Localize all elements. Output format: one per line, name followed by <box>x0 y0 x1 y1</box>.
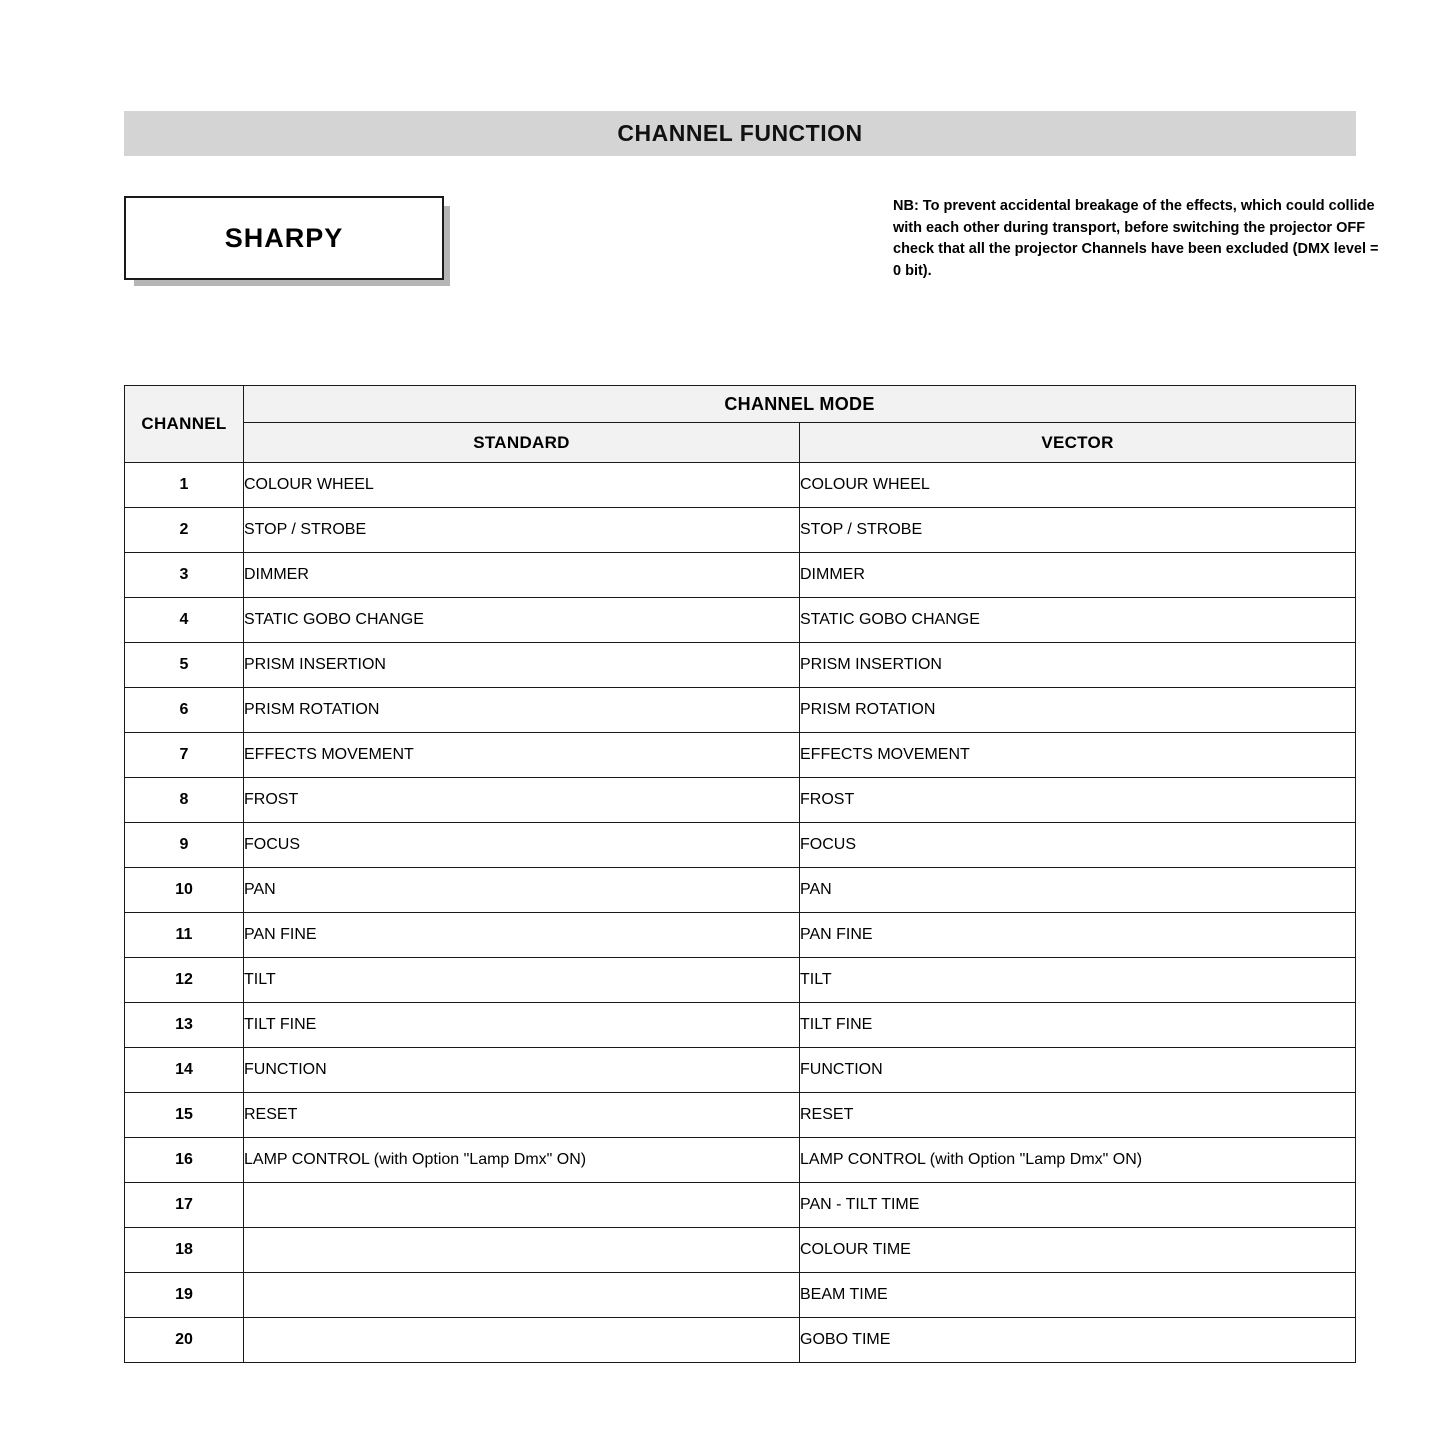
standard-mode-function: STOP / STROBE <box>244 508 800 553</box>
standard-mode-function: STATIC GOBO CHANGE <box>244 598 800 643</box>
vector-mode-function: PAN FINE <box>800 913 1356 958</box>
standard-mode-function <box>244 1228 800 1273</box>
table-header-row-2 <box>125 423 1356 463</box>
channel-number: 8 <box>125 778 244 823</box>
vector-mode-function: STATIC GOBO CHANGE <box>800 598 1356 643</box>
table-row <box>125 1183 1356 1228</box>
vector-mode-function: STOP / STROBE <box>800 508 1356 553</box>
table-row <box>125 1228 1356 1273</box>
channel-number: 11 <box>125 913 244 958</box>
standard-mode-function: PAN FINE <box>244 913 800 958</box>
vector-mode-function: LAMP CONTROL (with Option "Lamp Dmx" ON) <box>800 1138 1356 1183</box>
model-box <box>124 196 444 280</box>
channel-number: 9 <box>125 823 244 868</box>
channel-number: 3 <box>125 553 244 598</box>
vector-mode-function: TILT FINE <box>800 1003 1356 1048</box>
header-vector: VECTOR <box>800 423 1356 463</box>
channel-number: 13 <box>125 1003 244 1048</box>
vector-mode-function: EFFECTS MOVEMENT <box>800 733 1356 778</box>
standard-mode-function: TILT FINE <box>244 1003 800 1048</box>
channel-number: 6 <box>125 688 244 733</box>
header-channel: CHANNEL <box>125 386 244 463</box>
standard-mode-function <box>244 1273 800 1318</box>
standard-mode-function: FOCUS <box>244 823 800 868</box>
standard-mode-function: RESET <box>244 1093 800 1138</box>
channel-number: 14 <box>125 1048 244 1093</box>
vector-mode-function: GOBO TIME <box>800 1318 1356 1363</box>
standard-mode-function: PRISM ROTATION <box>244 688 800 733</box>
table-row <box>125 1003 1356 1048</box>
vector-mode-function: FROST <box>800 778 1356 823</box>
table-row <box>125 913 1356 958</box>
table-row <box>125 733 1356 778</box>
channel-number: 20 <box>125 1318 244 1363</box>
vector-mode-function: BEAM TIME <box>800 1273 1356 1318</box>
standard-mode-function: COLOUR WHEEL <box>244 463 800 508</box>
standard-mode-function: LAMP CONTROL (with Option "Lamp Dmx" ON) <box>244 1138 800 1183</box>
standard-mode-function: PRISM INSERTION <box>244 643 800 688</box>
channel-number: 16 <box>125 1138 244 1183</box>
table-row <box>125 1273 1356 1318</box>
note-text: NB: To prevent accidental breakage of the effects, which could collide with each other during transport, before switching the projector OFF check that all the projector Channels have been excluded (DMX level = 0 bit). <box>893 198 1379 279</box>
channel-number: 10 <box>125 868 244 913</box>
table-row <box>125 1318 1356 1363</box>
vector-mode-function: RESET <box>800 1093 1356 1138</box>
table-row <box>125 868 1356 913</box>
vector-mode-function: TILT <box>800 958 1356 1003</box>
table-row <box>125 553 1356 598</box>
table-row <box>125 643 1356 688</box>
channel-number: 18 <box>125 1228 244 1273</box>
vector-mode-function: COLOUR WHEEL <box>800 463 1356 508</box>
vector-mode-function: PAN - TILT TIME <box>800 1183 1356 1228</box>
vector-mode-function: FUNCTION <box>800 1048 1356 1093</box>
model-name: SHARPY <box>224 222 344 253</box>
standard-mode-function <box>244 1183 800 1228</box>
table-row <box>125 958 1356 1003</box>
table-row <box>125 823 1356 868</box>
standard-mode-function: EFFECTS MOVEMENT <box>244 733 800 778</box>
page-title: CHANNEL FUNCTION <box>617 120 863 146</box>
table-row <box>125 1093 1356 1138</box>
standard-mode-function: DIMMER <box>244 553 800 598</box>
standard-mode-function: FROST <box>244 778 800 823</box>
table-header-row-1 <box>125 386 1356 423</box>
channel-number: 2 <box>125 508 244 553</box>
table-row <box>125 1138 1356 1183</box>
table-row <box>125 778 1356 823</box>
page-header-banner <box>124 111 1356 156</box>
table-row <box>125 463 1356 508</box>
vector-mode-function: PAN <box>800 868 1356 913</box>
vector-mode-function: COLOUR TIME <box>800 1228 1356 1273</box>
vector-mode-function: PRISM INSERTION <box>800 643 1356 688</box>
channel-number: 17 <box>125 1183 244 1228</box>
standard-mode-function <box>244 1318 800 1363</box>
table-row <box>125 688 1356 733</box>
channel-number: 1 <box>125 463 244 508</box>
channel-number: 12 <box>125 958 244 1003</box>
header-standard: STANDARD <box>244 423 800 463</box>
channel-table-wrapper <box>124 385 1355 1363</box>
standard-mode-function: FUNCTION <box>244 1048 800 1093</box>
standard-mode-function: TILT <box>244 958 800 1003</box>
channel-number: 15 <box>125 1093 244 1138</box>
header-channel-mode: CHANNEL MODE <box>244 386 1356 423</box>
channel-number: 4 <box>125 598 244 643</box>
vector-mode-function: FOCUS <box>800 823 1356 868</box>
channel-number: 5 <box>125 643 244 688</box>
table-row <box>125 598 1356 643</box>
channel-number: 19 <box>125 1273 244 1318</box>
vector-mode-function: DIMMER <box>800 553 1356 598</box>
table-row <box>125 508 1356 553</box>
table-row <box>125 1048 1356 1093</box>
standard-mode-function: PAN <box>244 868 800 913</box>
channel-number: 7 <box>125 733 244 778</box>
vector-mode-function: PRISM ROTATION <box>800 688 1356 733</box>
channel-function-table <box>124 385 1356 1363</box>
